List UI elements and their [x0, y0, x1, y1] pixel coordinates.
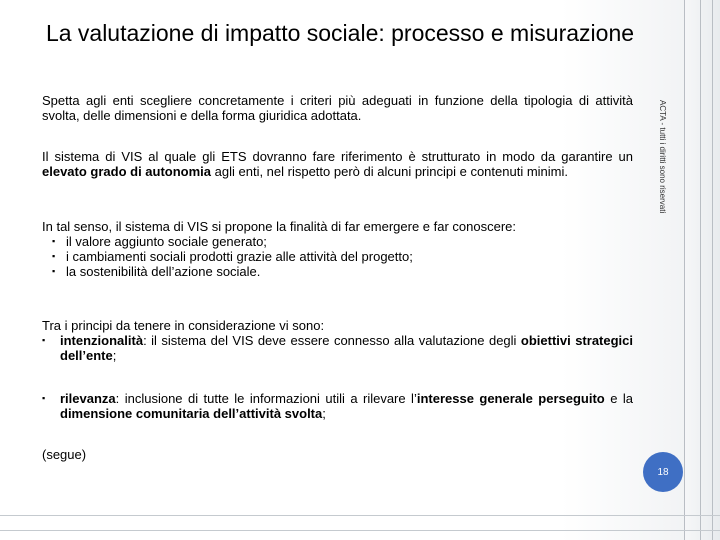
page-number-badge: [643, 452, 683, 492]
principle-text: ;: [322, 406, 326, 421]
list-item: [42, 264, 633, 279]
principle-text: e la: [604, 391, 634, 406]
bullet-marker: ▪: [52, 236, 56, 246]
bullet-marker: ▪: [52, 251, 56, 261]
list-item-text: i cambiamenti sociali prodotti grazie alle attività del progetto;: [66, 249, 413, 264]
paragraph-principles: [42, 318, 633, 363]
principles-list: [42, 391, 633, 421]
bullet-marker: ▪: [42, 393, 46, 403]
bullet-marker: ▪: [42, 335, 46, 345]
principle-term: intenzionalità: [60, 333, 144, 348]
page-number: 18: [657, 466, 669, 478]
paragraph-criteria: [42, 93, 633, 123]
bold-text: elevato grado di autonomia: [42, 164, 212, 179]
paragraph-autonomy: [42, 149, 633, 179]
paragraph-intro: In tal senso, il sistema di VIS si propone la finalità di far emergere e far conoscere:: [42, 219, 517, 234]
principle-item: [42, 333, 633, 363]
purpose-list: [42, 234, 633, 279]
list-item-text: la sostenibilità dell’azione sociale.: [66, 264, 261, 279]
principle-text: : inclusione di tutte le informazioni utili a rilevare l’: [115, 391, 417, 406]
principle-item: [42, 391, 633, 421]
list-item: [42, 234, 633, 249]
paragraph-intro: Tra i principi da tenere in considerazione vi sono:: [42, 318, 325, 333]
paragraph-relevance: [42, 391, 633, 421]
bold-text: dimensione comunitaria dell’attività svolta: [60, 406, 323, 421]
principle-text: ;: [112, 348, 117, 363]
paragraph-purpose: [42, 219, 633, 279]
principle-term: rilevanza: [60, 391, 116, 406]
principle-text: : il sistema del VIS deve essere connesso alla valutazione degli: [143, 333, 521, 348]
right-decorative-band: [684, 0, 720, 540]
continued-label: [42, 447, 633, 462]
paragraph-text: Il sistema di VIS al quale gli ETS dovranno fare riferimento è strutturato in modo da garantire un: [42, 149, 633, 164]
list-item: [42, 249, 633, 264]
list-item-text: il valore aggiunto sociale generato;: [66, 234, 267, 249]
bold-text: obiettivi strategici dell’ente: [60, 333, 634, 363]
continued-text: (segue): [42, 447, 87, 462]
decorative-line: [0, 530, 720, 531]
paragraph-text: agli enti, nel rispetto però di alcuni principi e contenuti minimi.: [211, 164, 568, 179]
slide-title: La valutazione di impatto sociale: processo e misurazione: [45, 20, 635, 46]
decorative-line: [712, 0, 713, 540]
decorative-line: [700, 0, 701, 540]
decorative-line: [684, 0, 685, 540]
decorative-line: [0, 515, 720, 516]
bullet-marker: ▪: [52, 266, 56, 276]
principles-list: [42, 333, 633, 363]
bold-text: interesse generale perseguito: [416, 391, 605, 406]
paragraph-text: Spetta agli enti scegliere concretamente i criteri più adeguati in funzione della tipologia di attività svolta, delle dimensioni e della forma giuridica adottata.: [42, 93, 633, 123]
copyright-note: ACTA - tutti i diritti sono riservati: [658, 100, 667, 214]
